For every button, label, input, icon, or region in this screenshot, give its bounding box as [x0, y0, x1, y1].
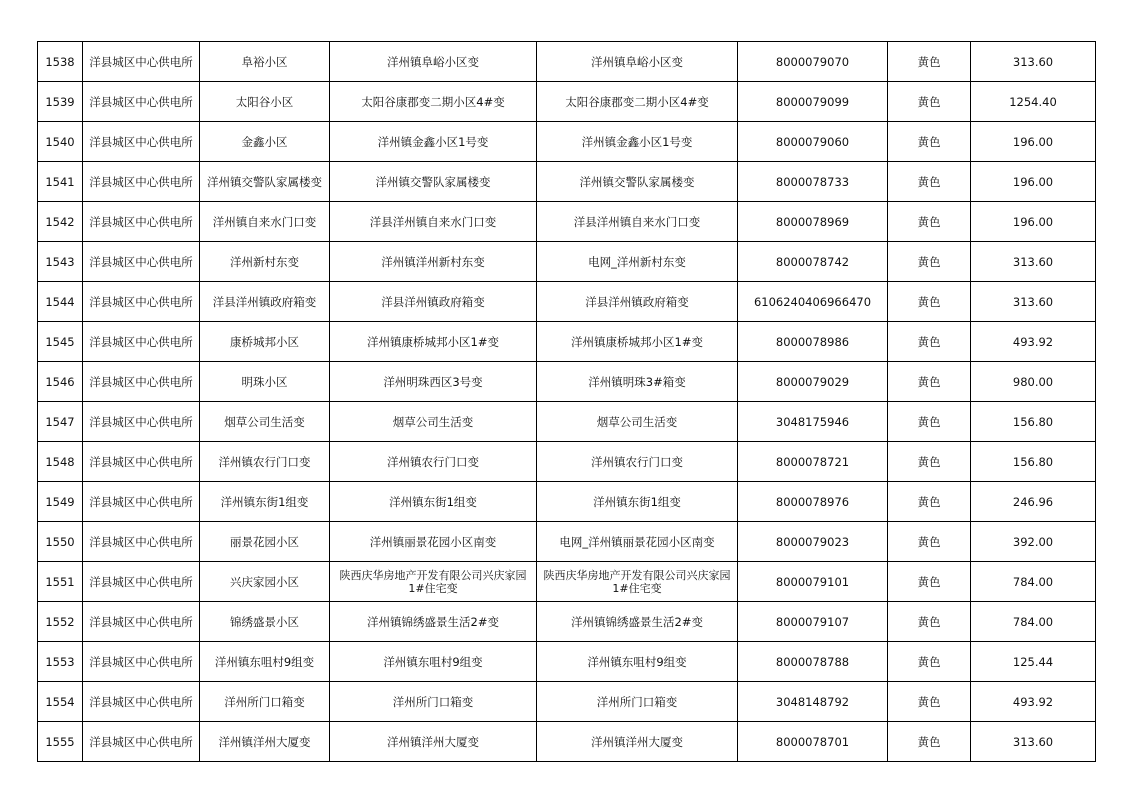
- row-number-cell: 1551: [38, 562, 83, 602]
- row-number-cell: 1549: [38, 482, 83, 522]
- station-name-cell: 洋州镇东咀村9组变: [537, 642, 738, 682]
- area-name-cell: 兴庆家园小区: [200, 562, 330, 602]
- account-number-cell: 8000079023: [738, 522, 888, 562]
- station-name-cell: 洋州镇康桥城邦小区1#变: [537, 322, 738, 362]
- amount-cell: 196.00: [971, 202, 1096, 242]
- transformer-name-cell: 陕西庆华房地产开发有限公司兴庆家园1#住宅变: [330, 562, 537, 602]
- table-row: [38, 82, 1096, 122]
- table-body: [38, 42, 1096, 762]
- station-name-cell: 洋州所门口箱变: [537, 682, 738, 722]
- supply-unit-cell: 洋县城区中心供电所: [83, 682, 200, 722]
- status-color-cell: 黄色: [888, 402, 971, 442]
- amount-cell: 1254.40: [971, 82, 1096, 122]
- account-number-cell: 8000078986: [738, 322, 888, 362]
- area-name-cell: 烟草公司生活变: [200, 402, 330, 442]
- amount-cell: 313.60: [971, 242, 1096, 282]
- status-color-cell: 黄色: [888, 122, 971, 162]
- row-number-cell: 1553: [38, 642, 83, 682]
- table-row: [38, 122, 1096, 162]
- station-name-cell: 洋州镇明珠3#箱变: [537, 362, 738, 402]
- amount-cell: 156.80: [971, 442, 1096, 482]
- table-row: [38, 402, 1096, 442]
- account-number-cell: 8000079029: [738, 362, 888, 402]
- amount-cell: 196.00: [971, 122, 1096, 162]
- supply-unit-cell: 洋县城区中心供电所: [83, 202, 200, 242]
- station-name-cell: 太阳谷康郡变二期小区4#变: [537, 82, 738, 122]
- area-name-cell: 丽景花园小区: [200, 522, 330, 562]
- area-name-cell: 洋州镇交警队家属楼变: [200, 162, 330, 202]
- table-row: [38, 42, 1096, 82]
- row-number-cell: 1555: [38, 722, 83, 762]
- supply-unit-cell: 洋县城区中心供电所: [83, 362, 200, 402]
- account-number-cell: 8000078733: [738, 162, 888, 202]
- station-name-cell: 陕西庆华房地产开发有限公司兴庆家园1#住宅变: [537, 562, 738, 602]
- transformer-name-cell: 洋州镇农行门口变: [330, 442, 537, 482]
- table-row: [38, 642, 1096, 682]
- transformer-name-cell: 洋州镇康桥城邦小区1#变: [330, 322, 537, 362]
- status-color-cell: 黄色: [888, 442, 971, 482]
- account-number-cell: 8000079107: [738, 602, 888, 642]
- area-name-cell: 洋州镇自来水门口变: [200, 202, 330, 242]
- status-color-cell: 黄色: [888, 282, 971, 322]
- status-color-cell: 黄色: [888, 362, 971, 402]
- area-name-cell: 明珠小区: [200, 362, 330, 402]
- area-name-cell: 洋州镇东咀村9组变: [200, 642, 330, 682]
- table-row: [38, 242, 1096, 282]
- row-number-cell: 1545: [38, 322, 83, 362]
- supply-unit-cell: 洋县城区中心供电所: [83, 82, 200, 122]
- row-number-cell: 1540: [38, 122, 83, 162]
- row-number-cell: 1542: [38, 202, 83, 242]
- area-name-cell: 康桥城邦小区: [200, 322, 330, 362]
- table-row: [38, 522, 1096, 562]
- supply-unit-cell: 洋县城区中心供电所: [83, 122, 200, 162]
- station-name-cell: 电网_洋州新村东变: [537, 242, 738, 282]
- status-color-cell: 黄色: [888, 642, 971, 682]
- amount-cell: 980.00: [971, 362, 1096, 402]
- supply-unit-cell: 洋县城区中心供电所: [83, 602, 200, 642]
- transformer-name-cell: 烟草公司生活变: [330, 402, 537, 442]
- amount-cell: 313.60: [971, 722, 1096, 762]
- row-number-cell: 1548: [38, 442, 83, 482]
- station-name-cell: 洋州镇东街1组变: [537, 482, 738, 522]
- station-name-cell: 洋县洋州镇自来水门口变: [537, 202, 738, 242]
- row-number-cell: 1547: [38, 402, 83, 442]
- amount-cell: 125.44: [971, 642, 1096, 682]
- amount-cell: 392.00: [971, 522, 1096, 562]
- status-color-cell: 黄色: [888, 722, 971, 762]
- account-number-cell: 8000079060: [738, 122, 888, 162]
- supply-unit-cell: 洋县城区中心供电所: [83, 282, 200, 322]
- supply-unit-cell: 洋县城区中心供电所: [83, 322, 200, 362]
- table-row: [38, 442, 1096, 482]
- account-number-cell: 8000078976: [738, 482, 888, 522]
- amount-cell: 784.00: [971, 602, 1096, 642]
- transformer-name-cell: 洋州镇东街1组变: [330, 482, 537, 522]
- account-number-cell: 8000078788: [738, 642, 888, 682]
- table-row: [38, 162, 1096, 202]
- status-color-cell: 黄色: [888, 42, 971, 82]
- amount-cell: 246.96: [971, 482, 1096, 522]
- amount-cell: 313.60: [971, 282, 1096, 322]
- table-row: [38, 602, 1096, 642]
- supply-unit-cell: 洋县城区中心供电所: [83, 522, 200, 562]
- transformer-name-cell: 洋州镇交警队家属楼变: [330, 162, 537, 202]
- supply-unit-cell: 洋县城区中心供电所: [83, 722, 200, 762]
- transformer-name-cell: 洋州镇洋州新村东变: [330, 242, 537, 282]
- area-name-cell: 洋州镇东街1组变: [200, 482, 330, 522]
- row-number-cell: 1552: [38, 602, 83, 642]
- table-row: [38, 482, 1096, 522]
- station-name-cell: 洋州镇金鑫小区1号变: [537, 122, 738, 162]
- status-color-cell: 黄色: [888, 682, 971, 722]
- table-row: [38, 722, 1096, 762]
- amount-cell: 493.92: [971, 682, 1096, 722]
- row-number-cell: 1544: [38, 282, 83, 322]
- table-row: [38, 282, 1096, 322]
- area-name-cell: 锦绣盛景小区: [200, 602, 330, 642]
- account-number-cell: 8000078742: [738, 242, 888, 282]
- station-name-cell: 电网_洋州镇丽景花园小区南变: [537, 522, 738, 562]
- row-number-cell: 1543: [38, 242, 83, 282]
- transformer-name-cell: 洋州镇金鑫小区1号变: [330, 122, 537, 162]
- amount-cell: 313.60: [971, 42, 1096, 82]
- status-color-cell: 黄色: [888, 242, 971, 282]
- supply-unit-cell: 洋县城区中心供电所: [83, 42, 200, 82]
- transformer-name-cell: 洋县洋州镇政府箱变: [330, 282, 537, 322]
- row-number-cell: 1538: [38, 42, 83, 82]
- transformer-name-cell: 洋州镇锦绣盛景生活2#变: [330, 602, 537, 642]
- status-color-cell: 黄色: [888, 482, 971, 522]
- transformer-name-cell: 洋县洋州镇自来水门口变: [330, 202, 537, 242]
- account-number-cell: 3048148792: [738, 682, 888, 722]
- status-color-cell: 黄色: [888, 562, 971, 602]
- area-name-cell: 金鑫小区: [200, 122, 330, 162]
- area-name-cell: 洋州镇洋州大厦变: [200, 722, 330, 762]
- status-color-cell: 黄色: [888, 522, 971, 562]
- amount-cell: 196.00: [971, 162, 1096, 202]
- status-color-cell: 黄色: [888, 82, 971, 122]
- status-color-cell: 黄色: [888, 322, 971, 362]
- area-name-cell: 洋州镇农行门口变: [200, 442, 330, 482]
- supply-unit-cell: 洋县城区中心供电所: [83, 642, 200, 682]
- area-name-cell: 阜裕小区: [200, 42, 330, 82]
- amount-cell: 784.00: [971, 562, 1096, 602]
- transformer-name-cell: 洋州明珠西区3号变: [330, 362, 537, 402]
- table-row: [38, 322, 1096, 362]
- table-row: [38, 682, 1096, 722]
- supply-unit-cell: 洋县城区中心供电所: [83, 162, 200, 202]
- station-name-cell: 烟草公司生活变: [537, 402, 738, 442]
- row-number-cell: 1550: [38, 522, 83, 562]
- account-number-cell: 8000079101: [738, 562, 888, 602]
- area-name-cell: 洋县洋州镇政府箱变: [200, 282, 330, 322]
- transformer-table: [37, 41, 1096, 762]
- station-name-cell: 洋州镇阜峪小区变: [537, 42, 738, 82]
- account-number-cell: 8000079099: [738, 82, 888, 122]
- account-number-cell: 8000078721: [738, 442, 888, 482]
- area-name-cell: 洋州所门口箱变: [200, 682, 330, 722]
- transformer-name-cell: 洋州镇丽景花园小区南变: [330, 522, 537, 562]
- account-number-cell: 6106240406966470: [738, 282, 888, 322]
- transformer-name-cell: 洋州所门口箱变: [330, 682, 537, 722]
- station-name-cell: 洋县洋州镇政府箱变: [537, 282, 738, 322]
- area-name-cell: 太阳谷小区: [200, 82, 330, 122]
- transformer-name-cell: 洋州镇阜峪小区变: [330, 42, 537, 82]
- status-color-cell: 黄色: [888, 162, 971, 202]
- table-row: [38, 562, 1096, 602]
- transformer-name-cell: 洋州镇洋州大厦变: [330, 722, 537, 762]
- station-name-cell: 洋州镇农行门口变: [537, 442, 738, 482]
- row-number-cell: 1554: [38, 682, 83, 722]
- supply-unit-cell: 洋县城区中心供电所: [83, 482, 200, 522]
- supply-unit-cell: 洋县城区中心供电所: [83, 442, 200, 482]
- account-number-cell: 8000078969: [738, 202, 888, 242]
- amount-cell: 156.80: [971, 402, 1096, 442]
- supply-unit-cell: 洋县城区中心供电所: [83, 402, 200, 442]
- amount-cell: 493.92: [971, 322, 1096, 362]
- account-number-cell: 8000078701: [738, 722, 888, 762]
- account-number-cell: 8000079070: [738, 42, 888, 82]
- table-row: [38, 202, 1096, 242]
- table-row: [38, 362, 1096, 402]
- status-color-cell: 黄色: [888, 602, 971, 642]
- station-name-cell: 洋州镇洋州大厦变: [537, 722, 738, 762]
- row-number-cell: 1539: [38, 82, 83, 122]
- area-name-cell: 洋州新村东变: [200, 242, 330, 282]
- row-number-cell: 1546: [38, 362, 83, 402]
- row-number-cell: 1541: [38, 162, 83, 202]
- station-name-cell: 洋州镇锦绣盛景生活2#变: [537, 602, 738, 642]
- supply-unit-cell: 洋县城区中心供电所: [83, 242, 200, 282]
- account-number-cell: 3048175946: [738, 402, 888, 442]
- status-color-cell: 黄色: [888, 202, 971, 242]
- transformer-name-cell: 洋州镇东咀村9组变: [330, 642, 537, 682]
- station-name-cell: 洋州镇交警队家属楼变: [537, 162, 738, 202]
- transformer-name-cell: 太阳谷康郡变二期小区4#变: [330, 82, 537, 122]
- supply-unit-cell: 洋县城区中心供电所: [83, 562, 200, 602]
